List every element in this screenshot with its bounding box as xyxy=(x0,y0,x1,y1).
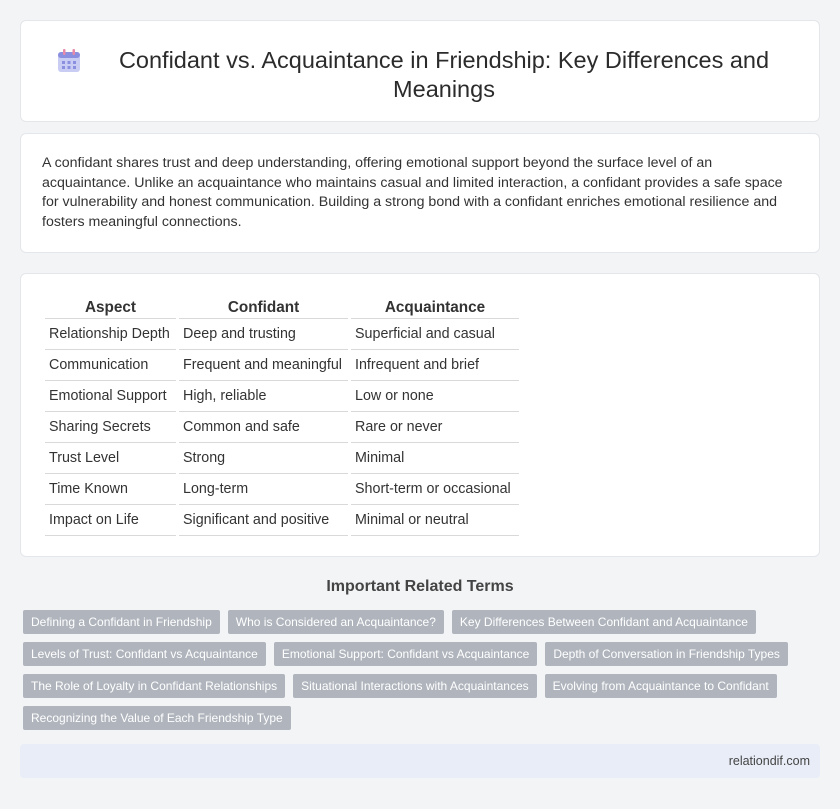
table-cell: Emotional Support xyxy=(45,381,176,412)
table-cell: Frequent and meaningful xyxy=(179,350,348,381)
table-cell: Low or none xyxy=(351,381,519,412)
table-cell: Impact on Life xyxy=(45,505,176,536)
table-cell: Relationship Depth xyxy=(45,319,176,350)
table-cell: Common and safe xyxy=(179,412,348,443)
site-name[interactable]: relationdif.com xyxy=(728,754,810,768)
header-confidant: Confidant xyxy=(179,297,348,319)
header-aspect: Aspect xyxy=(45,297,176,319)
table-cell: Significant and positive xyxy=(179,505,348,536)
table-cell: High, reliable xyxy=(179,381,348,412)
table-cell: Trust Level xyxy=(45,443,176,474)
related-term-tag[interactable]: Depth of Conversation in Friendship Types xyxy=(545,642,788,666)
table-cell: Strong xyxy=(179,443,348,474)
table-row xyxy=(45,350,519,381)
related-term-tag[interactable]: Emotional Support: Confidant vs Acquaintance xyxy=(274,642,538,666)
related-term-tag[interactable]: Levels of Trust: Confidant vs Acquaintance xyxy=(23,642,266,666)
related-terms-title: Important Related Terms xyxy=(326,578,514,595)
table-cell: Minimal xyxy=(351,443,519,474)
related-terms-list xyxy=(23,610,813,730)
related-term-tag[interactable]: The Role of Loyalty in Confidant Relationships xyxy=(23,674,285,698)
header-card xyxy=(20,20,820,122)
table-cell: Communication xyxy=(45,350,176,381)
table-row xyxy=(45,474,519,505)
footer xyxy=(20,744,820,778)
related-term-tag[interactable]: Evolving from Acquaintance to Confidant xyxy=(545,674,777,698)
table-cell: Sharing Secrets xyxy=(45,412,176,443)
related-term-tag[interactable]: Who is Considered an Acquaintance? xyxy=(228,610,444,634)
table-cell: Short-term or occasional xyxy=(351,474,519,505)
related-term-tag[interactable]: Defining a Confidant in Friendship xyxy=(23,610,220,634)
table-row xyxy=(45,319,519,350)
table-row xyxy=(45,381,519,412)
calendar-icon xyxy=(56,48,82,74)
related-term-tag[interactable]: Situational Interactions with Acquaintances xyxy=(293,674,536,698)
table-cell: Minimal or neutral xyxy=(351,505,519,536)
page-title: Confidant vs. Acquaintance in Friendship: Key Differences and Meanings xyxy=(118,47,770,102)
table-cell: Superficial and casual xyxy=(351,319,519,350)
related-term-tag[interactable]: Key Differences Between Confidant and Acquaintance xyxy=(452,610,756,634)
intro-paragraph: A confidant shares trust and deep understanding, offering emotional support beyond the surface level of an acquaintance. Unlike an acquaintance who maintains casual and limited interaction, a confidant provides a safe space for vulnerability and honest communication. Building a strong bond with a confidant enriches emotional resilience and fosters meaningful connections. xyxy=(42,155,783,230)
comparison-table-card xyxy=(20,273,820,557)
header-acquaintance: Acquaintance xyxy=(351,297,519,319)
table-row xyxy=(45,412,519,443)
table-cell: Long-term xyxy=(179,474,348,505)
table-cell: Deep and trusting xyxy=(179,319,348,350)
table-cell: Rare or never xyxy=(351,412,519,443)
related-term-tag[interactable]: Recognizing the Value of Each Friendship Type xyxy=(23,706,291,730)
comparison-table xyxy=(42,297,522,536)
table-cell: Infrequent and brief xyxy=(351,350,519,381)
table-header-row xyxy=(45,297,519,319)
table-cell: Time Known xyxy=(45,474,176,505)
table-row xyxy=(45,505,519,536)
table-row xyxy=(45,443,519,474)
intro-card xyxy=(20,133,820,253)
